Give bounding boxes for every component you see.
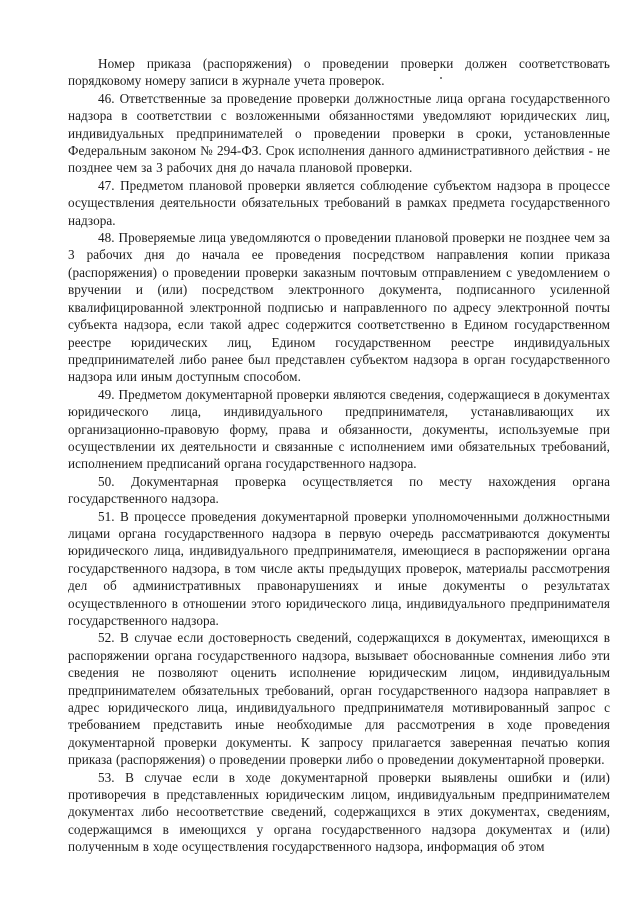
paragraph-48: 48. Проверяемые лица уведомляются о проведении плановой проверки не позднее чем за 3 рабочих дня до начала ее проведения посредством направления копии приказа (распоряжения) о проведении проверки заказным почтовым отправлением с уведомлением о вручении и (или) посредством электронного документа, подписанного усиленной квалифицированной электронной подписью и направленного по адресу электронной почты субъекта надзора, если такой адрес содержится соответственно в Едином государственном реестре юридических лиц, Едином государственном реестре индивидуальных предпринимателей либо ранее был представлен субъектом надзора в орган государственного надзора или иным доступным способом. bbox=[68, 230, 610, 385]
paragraph-52: 52. В случае если достоверность сведений, содержащихся в документах, имеющихся в распоряжении органа государственного надзора, вызывает обоснованные сомнения либо эти сведения не позволяют оценить исполнение юридическим лицом, индивидуальным предпринимателем обязательных требований, орган государственного надзора направляет в адрес юридического лица, индивидуального предпринимателя мотивированный запрос с требованием представить иные необходимые для рассмотрения в ходе проведения документарной проверки документы. К запросу прилагается заверенная печатью копия приказа (распоряжения) о проведении проверки либо о проведении документарной проверки. bbox=[68, 630, 610, 768]
paragraph-46: 46. Ответственные за проведение проверки должностные лица органа государственного надзора в соответствии с возложенными обязанностями уведомляют юридических лиц, индивидуальных предпринимателей о проведении проверки в сроки, установленные Федеральным законом № 294-ФЗ. Срок исполнения данного административного действия - не позднее чем за 3 рабочих дня до начала плановой проверки. bbox=[68, 90, 610, 176]
paragraph-51: 51. В процессе проведения документарной проверки уполномоченными должностными лицами органа государственного надзора в первую очередь рассматриваются документы юридического лица, индивидуального предпринимателя, имеющиеся в распоряжении органа государственного надзора, в том числе акты предыдущих проверок, материалы рассмотрения дел об административных правонарушениях и иные документы о результатах осуществленного в отношении этого юридического лица, индивидуального предпринимателя государственного надзора. bbox=[68, 508, 610, 628]
paragraph-order-number: Номер приказа (распоряжения) о проведении проверки должен соответствовать порядковому номеру записи в журнале учета проверок. bbox=[68, 56, 610, 89]
paragraph-49: 49. Предметом документарной проверки являются сведения, содержащиеся в документах юридического лица, индивидуального предпринимателя, устанавливающих их организационно-правовую форму, права и обязанности, документы, используемые при осуществлении их деятельности и связанные с исполнением ими обязательных требований, исполнением предписаний органа государственного надзора. bbox=[68, 386, 610, 472]
document-page bbox=[68, 55, 610, 856]
paragraph-47: 47. Предметом плановой проверки является соблюдение субъектом надзора в процессе осуществления деятельности обязательных требований в рамках предмета государственного надзора. bbox=[68, 177, 610, 228]
paragraph-53: 53. В случае если в ходе документарной проверки выявлены ошибки и (или) противоречия в представленных юридическим лицом, индивидуальным предпринимателем документах либо несоответствие сведений, содержащихся в этих документах, сведениям, содержащимся в имеющихся у органа государственного надзора документах и (или) полученным в ходе осуществления государственного надзора, информация об этом bbox=[68, 769, 610, 855]
paragraph-50: 50. Документарная проверка осуществляется по месту нахождения органа государственного надзора. bbox=[68, 473, 610, 507]
scan-speck bbox=[440, 77, 442, 79]
